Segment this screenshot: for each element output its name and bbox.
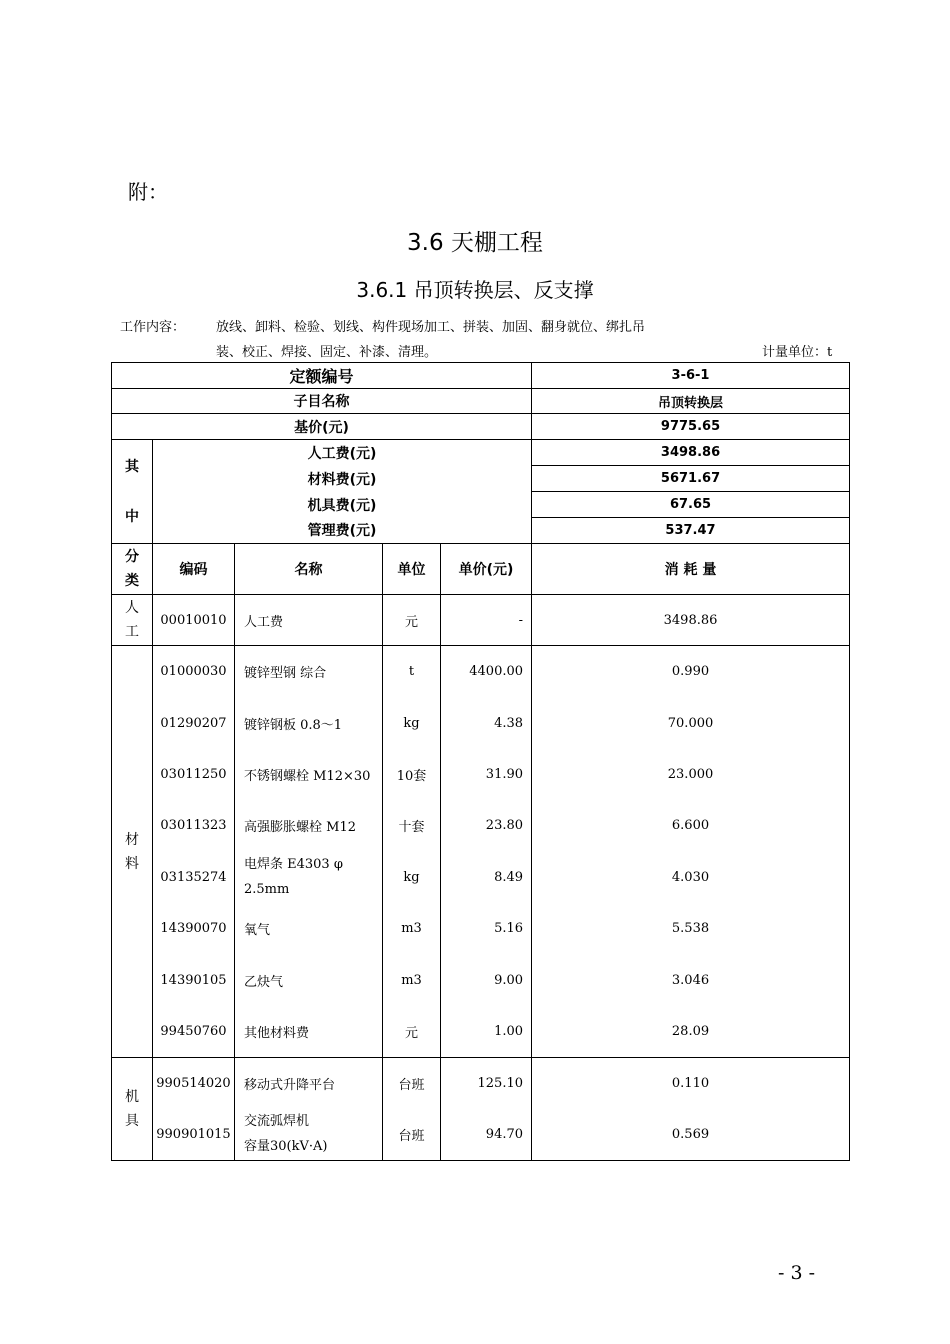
table-row (112, 646, 850, 698)
row-code: 03011250 (153, 749, 235, 800)
row-name: 高强膨胀螺栓 M12 (235, 800, 383, 852)
row-code: 01000030 (153, 646, 235, 698)
table-row (112, 852, 850, 903)
row-name: 镀锌钢板 0.8～1 (235, 698, 383, 749)
row-qty: 6.600 (532, 800, 850, 852)
row-price: 125.10 (441, 1058, 532, 1109)
row-code: 14390105 (153, 955, 235, 1006)
work-content-line2: 装、校正、焊接、固定、补漆、清理。 (216, 345, 438, 360)
header-category-char-1: 分 (125, 549, 139, 565)
row-unit: m3 (383, 903, 441, 955)
row-name-cell (235, 1109, 383, 1161)
row-code: 990901015 (153, 1109, 235, 1161)
table-row (112, 595, 850, 646)
header-qty: 消 耗 量 (532, 544, 850, 595)
row-price: 9.00 (441, 955, 532, 1006)
row-name: 乙炔气 (235, 955, 383, 1006)
labor-fee-label: 人工费(元) (153, 440, 532, 466)
row-name: 其他材料费 (235, 1006, 383, 1058)
row-qty: 23.000 (532, 749, 850, 800)
row-code: 03011323 (153, 800, 235, 852)
row-price: 5.16 (441, 903, 532, 955)
materials-category-char-2: 料 (125, 855, 139, 872)
row-qty: 70.000 (532, 698, 850, 749)
work-content-label: 工作内容： (120, 320, 186, 335)
subsection-title: 3.6.1 吊顶转换层、反支撑 (356, 278, 594, 302)
row-name: 氧气 (235, 903, 383, 955)
row-unit: 10套 (383, 749, 441, 800)
row-unit: kg (383, 852, 441, 903)
row-qty: 0.110 (532, 1058, 850, 1109)
table-row (112, 955, 850, 1006)
table-row (112, 698, 850, 749)
row-code: 00010010 (153, 595, 235, 646)
machines-category-char-2: 具 (125, 1113, 139, 1129)
materials-category (112, 646, 153, 1058)
section-title: 3.6 天棚工程 (407, 230, 543, 256)
materials-category-char-1: 材 (125, 831, 139, 848)
header-category (112, 544, 153, 595)
name-label: 子目名称 (112, 389, 532, 414)
row-qty: 4.030 (532, 852, 850, 903)
header-code: 编码 (153, 544, 235, 595)
page-number: - 3 - (778, 1262, 816, 1284)
row-price: 4400.00 (441, 646, 532, 698)
row-name: 交流弧焊机 (244, 1114, 310, 1130)
header-category-char-2: 类 (125, 573, 139, 589)
material-fee-value: 5671.67 (532, 466, 850, 492)
base-price-label: 基价(元) (112, 414, 532, 440)
row-name: 不锈钢螺栓 M12×30 (235, 749, 383, 800)
mgmt-fee-label: 管理费(元) (153, 518, 532, 544)
row-code: 990514020 (153, 1058, 235, 1109)
machines-category-char-1: 机 (125, 1089, 139, 1105)
row-unit: m3 (383, 955, 441, 1006)
row-name: 移动式升降平台 (235, 1058, 383, 1109)
row-price: 8.49 (441, 852, 532, 903)
row-unit: 十套 (383, 800, 441, 852)
table-row (112, 749, 850, 800)
row-price: 1.00 (441, 1006, 532, 1058)
row-qty: 28.09 (532, 1006, 850, 1058)
row-name-line2: 2.5mm (244, 882, 290, 897)
table-row (112, 1109, 850, 1161)
row-code: 03135274 (153, 852, 235, 903)
labor-category-char-2: 工 (125, 624, 139, 640)
material-fee-label: 材料费(元) (153, 466, 532, 492)
mgmt-fee-value: 537.47 (532, 518, 850, 544)
row-name: 电焊条 E4303 φ (244, 857, 343, 872)
row-unit: 台班 (383, 1109, 441, 1161)
row-name: 镀锌型钢 综合 (235, 646, 383, 698)
header-unit: 单位 (383, 544, 441, 595)
labor-fee-value: 3498.86 (532, 440, 850, 466)
table-row (112, 1058, 850, 1109)
row-qty: 3498.86 (532, 595, 850, 646)
row-unit: t (383, 646, 441, 698)
row-qty: 5.538 (532, 903, 850, 955)
header-name: 名称 (235, 544, 383, 595)
row-name-cell (235, 852, 383, 903)
row-price: 31.90 (441, 749, 532, 800)
row-name-line2: 容量30(kV·A) (244, 1139, 328, 1155)
table-row (112, 1006, 850, 1058)
row-code: 99450760 (153, 1006, 235, 1058)
machine-fee-value: 67.65 (532, 492, 850, 518)
header-price: 单价(元) (441, 544, 532, 595)
row-price: - (441, 595, 532, 646)
table-row (112, 903, 850, 955)
row-qty: 0.990 (532, 646, 850, 698)
code-label: 定额编号 (112, 363, 532, 389)
row-unit: kg (383, 698, 441, 749)
row-qty: 0.569 (532, 1109, 850, 1161)
row-price: 23.80 (441, 800, 532, 852)
qizhong-cell (112, 440, 153, 544)
row-name: 人工费 (235, 595, 383, 646)
machine-fee-label: 机具费(元) (153, 492, 532, 518)
row-code: 14390070 (153, 903, 235, 955)
machines-category (112, 1058, 153, 1161)
row-unit: 元 (383, 1006, 441, 1058)
row-price: 94.70 (441, 1109, 532, 1161)
labor-category-char-1: 人 (125, 600, 139, 616)
qizhong-char-1: 其 (125, 458, 139, 475)
qizhong-char-2: 中 (125, 508, 139, 525)
row-price: 4.38 (441, 698, 532, 749)
appendix-label: 附： (128, 180, 168, 204)
row-unit: 元 (383, 595, 441, 646)
work-content-line1: 放线、卸料、检验、划线、构件现场加工、拼装、加固、翻身就位、绑扎吊 (216, 320, 646, 335)
row-qty: 3.046 (532, 955, 850, 1006)
measure-unit: 计量单位：t (762, 345, 833, 360)
quota-table (111, 362, 850, 1161)
table-row (112, 800, 850, 852)
base-price-value: 9775.65 (532, 414, 850, 440)
code-value: 3-6-1 (532, 363, 850, 389)
labor-category (112, 595, 153, 646)
row-code: 01290207 (153, 698, 235, 749)
name-value: 吊顶转换层 (532, 389, 850, 414)
row-unit: 台班 (383, 1058, 441, 1109)
